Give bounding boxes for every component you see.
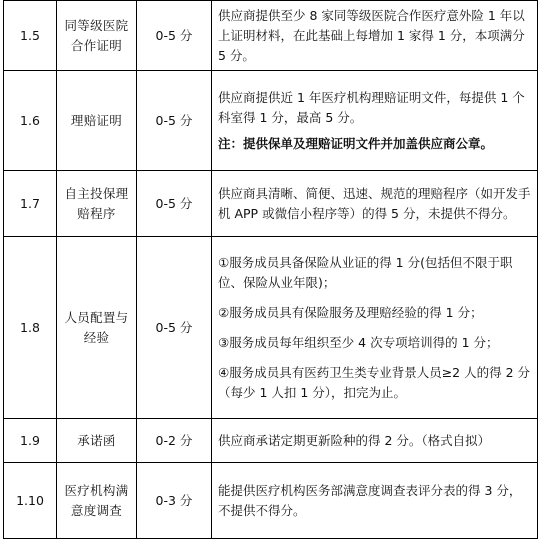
row-number: 1.5: [4, 1, 57, 71]
row-criteria: 供应商承诺定期更新险种的得 2 分。（格式自拟）: [218, 432, 491, 448]
row-number: 1.10: [4, 463, 57, 539]
table-row: [4, 171, 538, 237]
row-score: 0-5 分: [137, 171, 212, 237]
table-row: [4, 1, 538, 71]
row-criteria: 能提供医疗机构医务部满意度调查表评分表的得 3 分，不提供不得分。: [218, 482, 522, 518]
row-criteria-item: ①服务成员具备保险从业证的得 1 分(包括但不限于职位、保险从业年限)；: [218, 254, 513, 290]
table-row: [4, 419, 538, 463]
row-number: 1.6: [4, 71, 57, 171]
row-item: 自主投保理赔程序: [64, 185, 129, 221]
row-score: 0-5 分: [137, 71, 212, 171]
table-row: [4, 463, 538, 539]
row-criteria-item: ②服务成员具有保险服务及理赔经验的得 1 分；: [218, 304, 483, 320]
row-item: 理赔证明: [70, 112, 123, 128]
row-score: 0-5 分: [137, 1, 212, 71]
row-number: 1.8: [4, 237, 57, 419]
row-criteria-item: ④服务成员具有医药卫生类专业背景人员≥2 人的得 2 分（每少 1 人扣 1 分），扣完为止。: [218, 364, 531, 400]
row-score: 0-2 分: [137, 419, 212, 463]
row-criteria: 供应商提供至少 8 家同等级医院合作医疗意外险 1 年以上证明材料，在此基础上每增加 1 家得 1 分，本项满分 5 分。: [218, 7, 525, 63]
row-score: 0-3 分: [137, 463, 212, 539]
row-note: 注：提供保单及理赔证明文件并加盖供应商公章。: [218, 135, 494, 151]
row-criteria: 供应商提供近 1 年医疗机构理赔证明文件，每提供 1 个科室得 1 分，最高 5 分。: [218, 89, 525, 125]
row-score: 0-5 分: [137, 237, 212, 419]
row-number: 1.9: [4, 419, 57, 463]
row-criteria-item: ③服务成员每年组织至少 4 次专项培训得的 1 分；: [218, 334, 499, 350]
row-item: 同等级医院合作证明: [64, 17, 129, 53]
row-criteria: 供应商具清晰、简便、迅速、规范的理赔程序（如开发手机 APP 或微信小程序等）的得 5 分，未提供不得分。: [218, 185, 531, 221]
scoring-table: [3, 0, 538, 539]
row-item: 承诺函: [77, 432, 116, 448]
row-number: 1.7: [4, 171, 57, 237]
row-item: 人员配置与经验: [64, 309, 129, 345]
table-row: [4, 71, 538, 171]
table-row: [4, 237, 538, 419]
row-item: 医疗机构满意度调查: [64, 482, 129, 518]
